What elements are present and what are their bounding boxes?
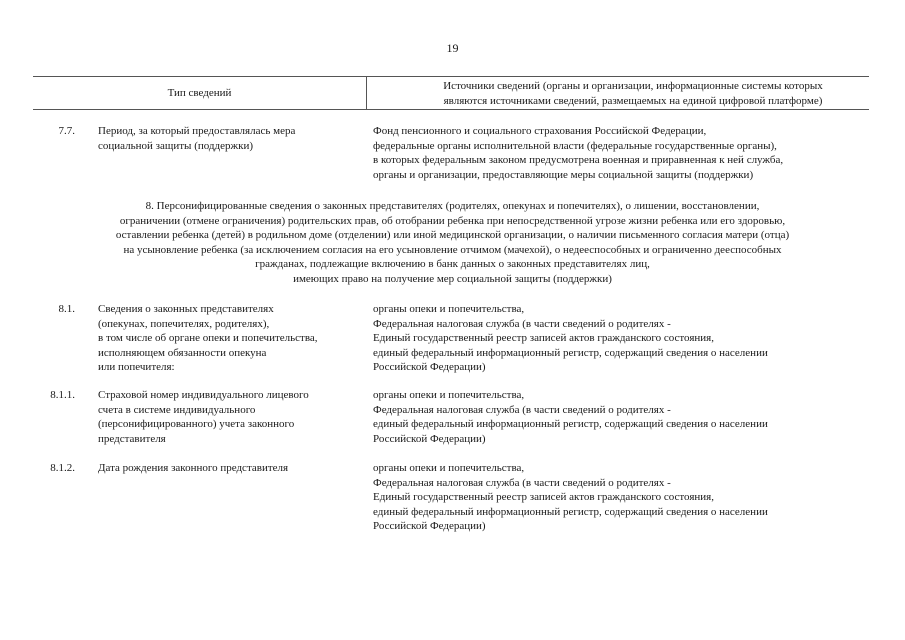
row-type-line: Период, за который предоставлялась мера xyxy=(98,125,296,137)
row-sources xyxy=(373,388,873,446)
row-source-line: единый федеральный информационный регистр, содержащий сведения о населении xyxy=(373,505,768,518)
header-col-sources xyxy=(388,79,878,108)
row-type xyxy=(98,461,363,476)
row-source-line: Федеральная налоговая служба (в части сведений о родителях - xyxy=(373,476,671,489)
row-source-line: Федеральная налоговая служба (в части сведений о родителях - xyxy=(373,403,671,416)
row-number: 7.7. xyxy=(58,125,75,137)
row-source-line: Российской Федерации) xyxy=(373,520,486,533)
row-type xyxy=(98,388,363,446)
row-sources xyxy=(373,302,873,375)
row-source-line: Фонд пенсионного и социального страхования Российской Федерации, xyxy=(373,125,707,137)
row-number: 8.1.1. xyxy=(50,389,75,401)
row-source-line: федеральные органы исполнительной власти (федеральные государственные органы), xyxy=(373,139,777,152)
header-divider xyxy=(366,77,367,109)
row-source-line: в которых федеральным законом предусмотрена военная и приравненная к ней служба, xyxy=(373,154,784,167)
row-sources xyxy=(373,124,873,182)
header-sources-line: являются источниками сведений, размещаемых на единой цифровой платформе) xyxy=(443,94,823,107)
row-source-line: органы опеки и попечительства, xyxy=(373,303,525,315)
header-col-type: Тип сведений xyxy=(167,87,232,99)
section-line: 8. Персонифицированные сведения о законных представителях (родителях, опекунах и попечителях), о лишении, восстановлении, xyxy=(145,200,760,212)
table-header xyxy=(33,76,869,110)
row-number: 8.1. xyxy=(58,303,75,315)
row-type xyxy=(98,302,363,375)
row-source-line: органы опеки и попечительства, xyxy=(373,389,525,401)
row-type-line: Сведения о законных представителях xyxy=(98,303,274,315)
section-line: оставлении ребенка (детей) в родильном доме (отделении) или иной медицинской организации, о наличии письменного согласия матери (отца) xyxy=(115,229,790,242)
row-type-line: (персонифицированного) учета законного xyxy=(98,418,295,431)
row-source-line: Федеральная налоговая служба (в части сведений о родителях - xyxy=(373,317,671,330)
row-type-line: (опекунах, попечителях, родителях), xyxy=(98,317,270,330)
section-8-heading xyxy=(40,199,865,287)
row-type xyxy=(98,124,363,153)
row-type-line: в том числе об органе опеки и попечительства, xyxy=(98,332,318,345)
page-number: 19 xyxy=(446,41,459,55)
row-type-line: Страховой номер индивидуального лицевого xyxy=(98,389,309,401)
row-type-line: счета в системе индивидуального xyxy=(98,403,256,416)
row-source-line: единый федеральный информационный регистр, содержащий сведения о населении xyxy=(373,346,768,359)
row-source-line: единый федеральный информационный регистр, содержащий сведения о населении xyxy=(373,418,768,431)
row-type-line: представителя xyxy=(98,432,166,445)
row-source-line: Единый государственный реестр записей актов гражданского состояния, xyxy=(373,491,714,504)
section-line: на усыновление ребенка (за исключением согласия на его усыновление отчимом (мачехой), о недееспособных и ограниченно дееспособных xyxy=(123,243,782,256)
section-line: ограничении (отмене ограничения) родительских прав, об отобрании ребенка при непосредственной угрозе жизни ребенка или его здоровью, xyxy=(119,214,786,227)
row-number: 8.1.2. xyxy=(50,462,75,474)
row-type-line: социальной защиты (поддержки) xyxy=(98,139,253,152)
row-source-line: органы и организации, предоставляющие меры социальной защиты (поддержки) xyxy=(373,168,754,181)
header-sources-line: Источники сведений (органы и организации, информационные системы которых xyxy=(443,80,823,92)
row-source-line: органы опеки и попечительства, xyxy=(373,462,525,474)
section-line: имеющих право на получение мер социальной защиты (поддержки) xyxy=(293,272,612,285)
row-source-line: Российской Федерации) xyxy=(373,361,486,374)
row-type-line: или попечителя: xyxy=(98,361,175,374)
row-type-line: исполняющем обязанности опекуна xyxy=(98,346,267,359)
row-type-line: Дата рождения законного представителя xyxy=(98,462,289,474)
section-line: гражданах, подлежащие включению в банк данных о законных представителях лиц, xyxy=(255,258,650,271)
row-sources xyxy=(373,461,873,534)
row-source-line: Единый государственный реестр записей актов гражданского состояния, xyxy=(373,332,714,345)
row-source-line: Российской Федерации) xyxy=(373,432,486,445)
